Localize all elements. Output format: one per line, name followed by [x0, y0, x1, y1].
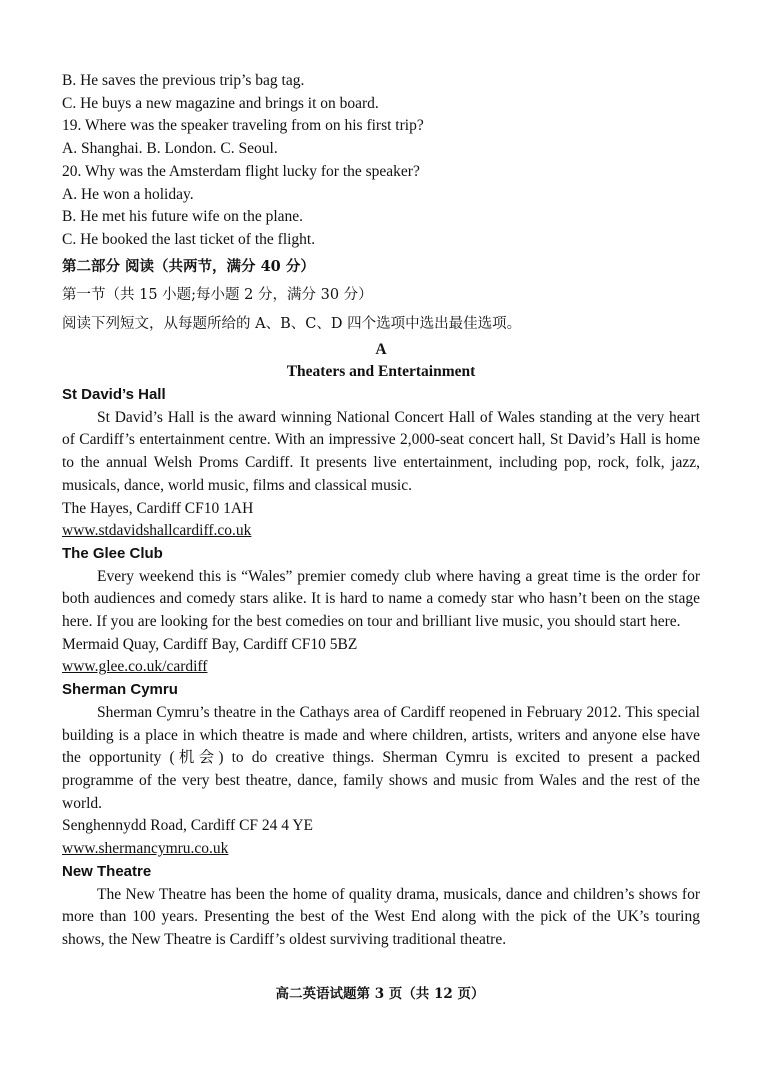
exam-page [62, 70, 700, 952]
option-18c: C. He buys a new magazine and brings it on board. [62, 94, 379, 112]
venue-url[interactable]: www.glee.co.uk/cardiff [62, 658, 208, 676]
venue-heading: New Theatre [62, 862, 152, 880]
venue-address: The Hayes, Cardiff CF10 1AH [62, 499, 254, 517]
venue-description: The New Theatre has been the home of quality drama, musicals, dance and children’s shows for more than 100 years. Presenting the best of the West End along with the pick of the UK’s touring shows, the New Theatre is Cardiff’s oldest surviving traditional theatre. [62, 885, 700, 948]
venue-heading: The Glee Club [62, 544, 163, 562]
question-19: 19. Where was the speaker traveling from on his first trip? [62, 117, 424, 135]
section-instruction: 阅读下列短文，从每题所给的 A、B、C、D 四个选项中选出最佳选项。 [62, 315, 522, 332]
venue-description: St David’s Hall is the award winning National Concert Hall of Wales standing at the very heart of Cardiff’s entertainment centre. With an impressive 2,000-seat concert hall, St David’s Hall is home to the annual Welsh Proms Cardiff. It presents live entertainment, including pop, rock, folk, jazz, musicals, dance, world music, films and classical music. [62, 408, 700, 494]
venue-address: Senghennydd Road, Cardiff CF 24 4 YE [62, 817, 313, 835]
venue-description: Every weekend this is “Wales” premier comedy club where having a great time is the order for both audiences and comedy stars alike. It is hard to name a comedy star who hasn’t been on the stage here. If you are looking for the best comedies on tour and brilliant live music, you should start here. [62, 567, 700, 631]
venue-heading: St David’s Hall [62, 386, 166, 404]
venue-url[interactable]: www.stdavidshallcardiff.co.uk [62, 522, 252, 540]
question-20: 20. Why was the Amsterdam flight lucky for the speaker? [62, 162, 420, 180]
venue-url[interactable]: www.shermancymru.co.uk [62, 840, 229, 858]
page-footer: 高二英语试题第 3 页（共 12 页） [275, 986, 485, 1002]
venue-address: Mermaid Quay, Cardiff Bay, Cardiff CF10 5BZ [62, 635, 358, 653]
part-title: 第二部分 阅读（共两节，满分 40 分） [62, 257, 315, 275]
option-20a: A. He won a holiday. [62, 185, 194, 203]
passage-label: A [375, 340, 387, 358]
venue-description: Sherman Cymru’s theatre in the Cathays area of Cardiff reopened in February 2012. This special building is a place in which theatre is made and where children, artists, writers and anyone else have the opportunity (机会) to do creative things. Sherman Cymru is excited to present a packed programme of the very best theatre, dance, family shows and music from Wales and the rest of the world. [62, 703, 700, 812]
passage-title: Theaters and Entertainment [286, 363, 476, 381]
option-20b: B. He met his future wife on the plane. [62, 208, 304, 226]
venue-heading: Sherman Cymru [62, 681, 178, 699]
option-18b: B. He saves the previous trip’s bag tag. [62, 72, 305, 89]
options-19: A. Shanghai. B. London. C. Seoul. [62, 140, 278, 158]
section-subtitle: 第一节（共 15 小题;每小题 2 分，满分 30 分） [62, 286, 373, 303]
option-20c: C. He booked the last ticket of the flight. [62, 230, 316, 248]
